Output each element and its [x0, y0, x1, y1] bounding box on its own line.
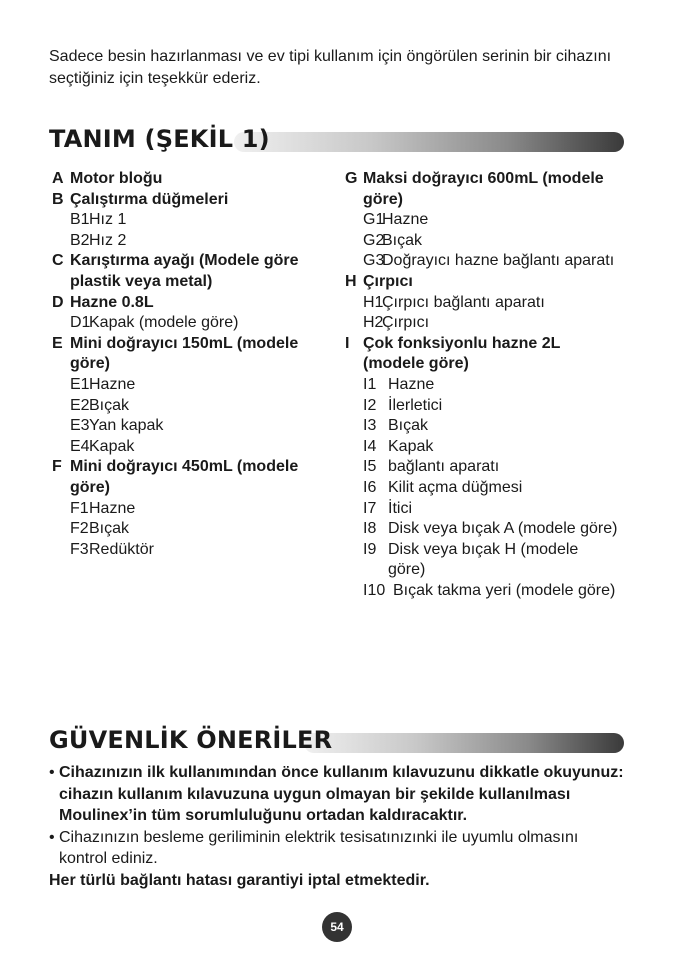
- sub-part-code: I4: [363, 437, 377, 455]
- section-title-safety: GÜVENLİK ÖNERİLER: [49, 726, 333, 754]
- part-letter: A: [52, 170, 64, 187]
- sub-part-item: [52, 499, 307, 520]
- part-letter: I: [345, 334, 350, 352]
- part-letter: D: [52, 293, 64, 311]
- part-item: [52, 190, 307, 211]
- sub-part-text: Yan kapak: [89, 417, 164, 435]
- part-letter: B: [52, 190, 64, 208]
- safety-bullet-text: Cihazınızın besleme geriliminin elektrik tesisatınızınki ile uyumlu olmasını kontrol ediniz.: [59, 828, 579, 867]
- part-label: Mini doğrayıcı 450mL (modele göre): [70, 458, 299, 496]
- sub-part-text: Disk veya bıçak A (modele göre): [388, 520, 618, 538]
- sub-part-item: [345, 231, 620, 252]
- intro-text: Sadece besin hazırlanması ve ev tipi kullanım için öngörülen serinin bir cihazını seçtiğiniz için teşekkür ederiz.: [49, 48, 612, 87]
- sub-part-text: bağlantı aparatı: [388, 458, 500, 476]
- sub-part-item: [345, 251, 620, 272]
- part-item: [52, 293, 307, 314]
- sub-part-code: I5: [363, 458, 377, 476]
- part-label: Çalıştırma düğmeleri: [70, 190, 229, 208]
- section-title-description: TANIM (ŞEKİL 1): [49, 125, 270, 153]
- part-item: [52, 251, 307, 292]
- sub-part-code: B1: [70, 211, 90, 229]
- section-header-description: [49, 125, 624, 154]
- sub-part-item: [52, 313, 307, 334]
- sub-part-item: [52, 210, 307, 231]
- safety-bullet: [49, 827, 629, 870]
- sub-part-code: E1: [70, 375, 90, 393]
- sub-part-code: I2: [363, 396, 377, 414]
- part-letter: E: [52, 334, 63, 352]
- header-gradient-bar: [304, 733, 624, 753]
- sub-part-text: Hazne: [382, 211, 429, 229]
- sub-part-item: [345, 519, 620, 540]
- sub-part-code: B2: [70, 231, 90, 249]
- part-letter: G: [345, 170, 358, 187]
- sub-part-item: [345, 416, 620, 437]
- safety-bullet: [49, 762, 629, 827]
- safety-recommendations: [49, 762, 629, 891]
- sub-part-text: Hazne: [89, 375, 136, 393]
- sub-part-item: [345, 293, 620, 314]
- sub-part-text: Redüktör: [89, 540, 154, 558]
- sub-part-text: Kilit açma düğmesi: [388, 478, 523, 496]
- sub-part-code: H1: [363, 293, 384, 311]
- sub-part-item: [345, 375, 620, 396]
- part-item: [52, 334, 307, 375]
- sub-part-text: İlerletici: [388, 396, 443, 414]
- sub-part-item: [345, 478, 620, 499]
- part-label: Maksi doğrayıcı 600mL (modele göre): [363, 170, 604, 208]
- sub-part-text: Çırpıcı: [382, 314, 430, 332]
- sub-part-text: Çırpıcı bağlantı aparatı: [382, 293, 545, 311]
- sub-part-code: F3: [70, 540, 89, 558]
- safety-bullet-text: Cihazınızın ilk kullanımından önce kullanım kılavuzunu dikkatle okuyunuz: cihazın kullanım kılavuzuna uygun olmayan bir şekilde kullanılması Moulinex’in tüm sorumluluğunu ortadan kaldıracaktır.: [59, 764, 624, 824]
- section-header-safety: [49, 726, 624, 755]
- sub-part-code: I1: [363, 375, 377, 393]
- sub-part-text: Bıçak: [388, 417, 429, 435]
- part-item: [345, 272, 620, 293]
- sub-part-code: I6: [363, 478, 377, 496]
- sub-part-item: [52, 437, 307, 458]
- sub-part-code: I9: [363, 540, 377, 558]
- sub-part-code: I10: [363, 581, 386, 599]
- sub-part-item: [52, 519, 307, 540]
- bullet-dot: •: [49, 764, 55, 781]
- sub-part-item: [345, 457, 620, 478]
- header-gradient-bar: [234, 132, 624, 152]
- sub-part-item: [345, 540, 620, 581]
- sub-part-item: [345, 210, 620, 231]
- sub-part-text: Hız 2: [89, 231, 127, 249]
- sub-part-text: Bıçak: [89, 520, 130, 538]
- sub-part-code: D1: [70, 314, 91, 332]
- sub-part-code: G1: [363, 211, 385, 229]
- sub-part-code: E2: [70, 396, 90, 414]
- part-label: Mini doğrayıcı 150mL (modele göre): [70, 334, 299, 373]
- sub-part-text: Kapak: [388, 437, 434, 455]
- sub-part-code: F2: [70, 520, 89, 538]
- sub-part-item: [52, 396, 307, 417]
- parts-list-left: [52, 169, 307, 560]
- sub-part-text: Kapak: [89, 437, 135, 455]
- sub-part-code: G3: [363, 252, 385, 270]
- part-letter: H: [345, 272, 357, 290]
- sub-part-code: G2: [363, 231, 385, 249]
- sub-part-code: H2: [363, 314, 384, 332]
- sub-part-text: Hız 1: [89, 211, 127, 229]
- page-number: 54: [322, 912, 352, 942]
- sub-part-code: E4: [70, 437, 90, 455]
- part-letter: C: [52, 252, 64, 270]
- part-label: Hazne 0.8L: [70, 293, 154, 311]
- sub-part-code: I3: [363, 417, 377, 435]
- sub-part-code: I7: [363, 499, 377, 517]
- sub-part-item: [345, 437, 620, 458]
- part-label: Çırpıcı: [363, 272, 413, 290]
- bullet-dot: •: [49, 828, 55, 846]
- part-label: Çok fonksiyonlu hazne 2L (modele göre): [363, 334, 561, 373]
- sub-part-text: Doğrayıcı hazne bağlantı aparatı: [382, 252, 615, 270]
- sub-part-text: Disk veya bıçak H (modele göre): [388, 540, 579, 579]
- sub-part-code: E3: [70, 417, 90, 435]
- sub-part-text: Hazne: [388, 375, 435, 393]
- sub-part-item: [345, 396, 620, 417]
- sub-part-item: [52, 540, 307, 561]
- sub-part-item: [52, 375, 307, 396]
- sub-part-item: [345, 581, 620, 602]
- sub-part-code: F1: [70, 499, 89, 517]
- sub-part-item: [52, 231, 307, 252]
- part-letter: F: [52, 458, 62, 476]
- sub-part-item: [345, 313, 620, 334]
- sub-part-code: I8: [363, 520, 377, 538]
- part-item: [52, 457, 307, 498]
- sub-part-item: [345, 499, 620, 520]
- warranty-note: Her türlü bağlantı hatası garantiyi iptal etmektedir.: [49, 871, 430, 889]
- sub-part-item: [52, 416, 307, 437]
- sub-part-text: İtici: [388, 499, 412, 517]
- parts-list-right: [345, 169, 620, 601]
- sub-part-text: Kapak (modele göre): [89, 314, 239, 332]
- sub-part-text: Bıçak: [382, 231, 423, 249]
- part-item: [52, 169, 307, 190]
- part-item: [345, 334, 620, 375]
- part-label: Motor bloğu: [70, 170, 163, 187]
- part-item: [345, 169, 620, 210]
- part-label: Karıştırma ayağı (Modele göre plastik veya metal): [70, 252, 299, 290]
- sub-part-text: Hazne: [89, 499, 136, 517]
- sub-part-text: Bıçak: [89, 396, 130, 414]
- sub-part-text: Bıçak takma yeri (modele göre): [393, 581, 616, 599]
